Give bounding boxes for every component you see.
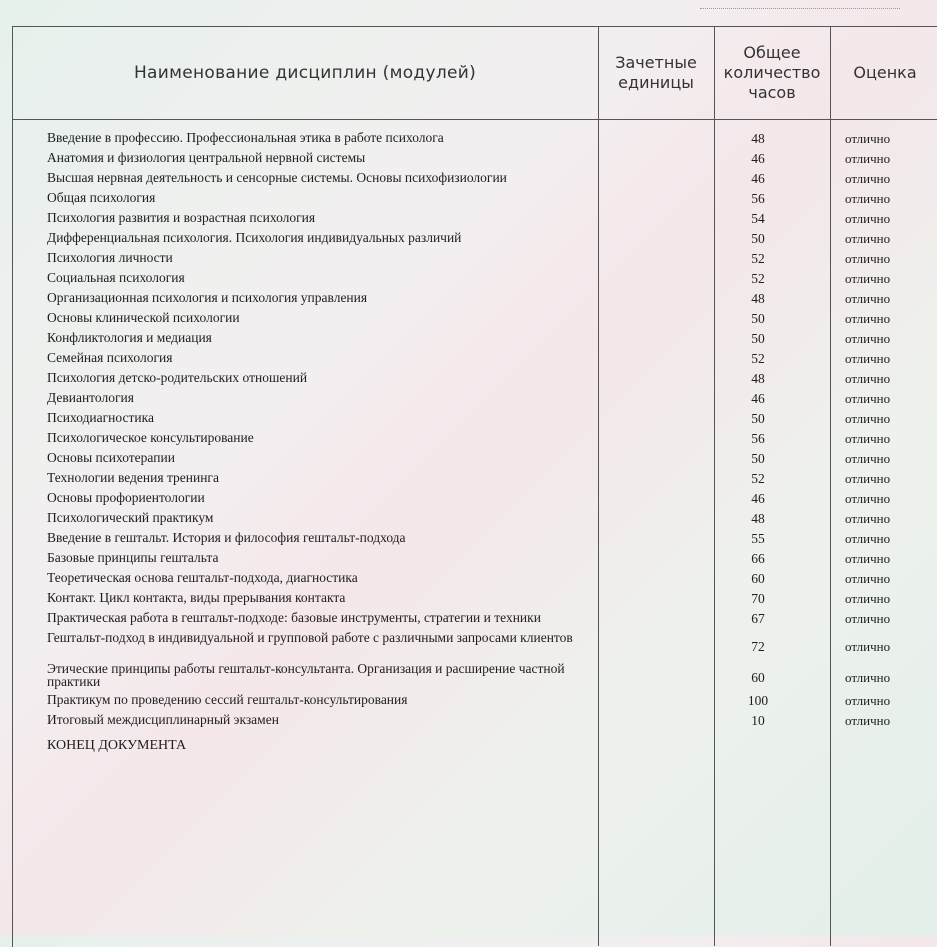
discipline-hours: 50	[751, 231, 765, 246]
discipline-name: Технологии ведения тренинга	[47, 470, 219, 485]
discipline-grade: отлично	[845, 639, 891, 654]
discipline-grade: отлично	[845, 670, 891, 685]
discipline-hours: 48	[751, 511, 765, 526]
table-row	[0, 713, 937, 733]
table-row	[0, 251, 937, 271]
discipline-name: Практическая работа в гештальт-подходе: базовые инструменты, стратегии и техники	[47, 610, 541, 625]
table-row	[0, 531, 937, 551]
discipline-hours: 56	[751, 431, 765, 446]
discipline-hours: 46	[751, 391, 765, 406]
discipline-grade: отлично	[845, 191, 891, 206]
discipline-name: Основы профориентологии	[47, 490, 205, 505]
table-row	[0, 511, 937, 531]
discipline-name: Анатомия и физиология центральной нервной системы	[47, 150, 366, 165]
discipline-hours: 50	[751, 331, 765, 346]
discipline-hours: 46	[751, 151, 765, 166]
discipline-grade: отлично	[845, 331, 891, 346]
discipline-name: Психология личности	[47, 250, 173, 265]
discipline-grade: отлично	[845, 151, 891, 166]
discipline-hours: 10	[751, 713, 765, 728]
discipline-name: Психология детско-родительских отношений	[47, 370, 308, 385]
discipline-hours: 50	[751, 451, 765, 466]
discipline-hours: 55	[751, 531, 765, 546]
table-row	[0, 551, 937, 571]
discipline-grade: отлично	[845, 171, 891, 186]
discipline-name: Психологический практикум	[47, 510, 214, 525]
discipline-hours: 52	[751, 351, 765, 366]
discipline-hours: 48	[751, 371, 765, 386]
discipline-hours: 52	[751, 271, 765, 286]
discipline-hours: 60	[751, 670, 765, 685]
discipline-name: Общая психология	[47, 190, 156, 205]
table-row	[0, 171, 937, 191]
header-grade: Оценка	[853, 62, 917, 82]
table-row	[0, 371, 937, 391]
discipline-grade: отлично	[845, 311, 891, 326]
table-row	[0, 451, 937, 471]
discipline-grade: отлично	[845, 211, 891, 226]
discipline-grade: отлично	[845, 371, 891, 386]
table-row	[0, 411, 937, 431]
discipline-grade: отлично	[845, 531, 891, 546]
discipline-list	[0, 131, 937, 733]
discipline-name: Введение в гештальт. История и философия гештальт-подхода	[47, 530, 406, 545]
discipline-hours: 48	[751, 291, 765, 306]
discipline-hours: 72	[751, 639, 765, 654]
discipline-grade: отлично	[845, 571, 891, 586]
header-divider	[12, 119, 937, 120]
discipline-name: Гештальт-подход в индивидуальной и групповой работе с различными запросами клиентов	[47, 630, 573, 645]
discipline-name: Девиантология	[47, 390, 134, 405]
header-discipline-name: Наименование дисциплин (модулей)	[133, 62, 477, 83]
table-row	[0, 431, 937, 451]
discipline-name: Теоретическая основа гештальт-подхода, диагностика	[47, 570, 358, 585]
discipline-name: Конфликтология и медиация	[47, 330, 212, 345]
discipline-hours: 52	[751, 251, 765, 266]
discipline-grade: отлично	[845, 131, 891, 146]
discipline-hours: 46	[751, 171, 765, 186]
discipline-hours: 48	[751, 131, 765, 146]
header-total-hours: Общее количество часов	[723, 42, 821, 102]
table-row	[0, 693, 937, 713]
discipline-grade: отлично	[845, 693, 891, 708]
table-row	[0, 331, 937, 351]
discipline-grade: отлично	[845, 291, 891, 306]
discipline-hours: 66	[751, 551, 765, 566]
discipline-name: Психологическое консультирование	[47, 430, 254, 445]
discipline-name: Основы психотерапии	[47, 450, 175, 465]
table-row	[0, 291, 937, 311]
table-row	[0, 211, 937, 231]
discipline-grade: отлично	[845, 611, 891, 626]
discipline-hours: 67	[751, 611, 765, 626]
discipline-name: Социальная психология	[47, 270, 185, 285]
end-of-document: КОНЕЦ ДОКУМЕНТА	[47, 738, 187, 753]
table-row	[0, 151, 937, 171]
discipline-name: Организационная психология и психология управления	[47, 290, 368, 305]
discipline-hours: 50	[751, 311, 765, 326]
discipline-grade: отлично	[845, 351, 891, 366]
table-row	[0, 351, 937, 371]
table-row	[0, 571, 937, 591]
table-row	[0, 191, 937, 211]
discipline-grade: отлично	[845, 431, 891, 446]
discipline-grade: отлично	[845, 591, 891, 606]
discipline-name: Практикум по проведению сессий гештальт-консультирования	[47, 692, 408, 707]
discipline-name: Психодиагностика	[47, 410, 154, 425]
table-row	[0, 391, 937, 411]
discipline-name: Введение в профессию. Профессиональная этика в работе психолога	[47, 130, 444, 145]
discipline-name: Высшая нервная деятельность и сенсорные системы. Основы психофизиологии	[47, 170, 507, 185]
discipline-grade: отлично	[845, 471, 891, 486]
discipline-name: Основы клинической психологии	[47, 310, 240, 325]
discipline-hours: 46	[751, 491, 765, 506]
table-row	[0, 131, 937, 151]
discipline-grade: отлично	[845, 271, 891, 286]
discipline-hours: 56	[751, 191, 765, 206]
discipline-hours: 50	[751, 411, 765, 426]
discipline-name: Семейная психология	[47, 350, 173, 365]
discipline-grade: отлично	[845, 231, 891, 246]
discipline-name: Дифференциальная психология. Психология индивидуальных различий	[47, 230, 462, 245]
table-row	[0, 631, 937, 662]
table-row	[0, 271, 937, 291]
top-edge-strip	[700, 0, 900, 9]
discipline-hours: 54	[751, 211, 765, 226]
discipline-grade: отлично	[845, 491, 891, 506]
discipline-name: Этические принципы работы гештальт-консультанта. Организация и расширение частной практики	[47, 661, 565, 689]
discipline-name: Контакт. Цикл контакта, виды прерывания контакта	[47, 590, 346, 605]
discipline-grade: отлично	[845, 411, 891, 426]
table-row	[0, 311, 937, 331]
discipline-hours: 100	[747, 693, 769, 708]
discipline-grade: отлично	[845, 391, 891, 406]
table-row	[0, 231, 937, 251]
discipline-grade: отлично	[845, 713, 891, 728]
discipline-grade: отлично	[845, 451, 891, 466]
discipline-grade: отлично	[845, 551, 891, 566]
discipline-hours: 70	[751, 591, 765, 606]
table-row	[0, 662, 937, 693]
discipline-hours: 60	[751, 571, 765, 586]
discipline-grade: отлично	[845, 511, 891, 526]
table-row	[0, 611, 937, 631]
table-row	[0, 491, 937, 511]
discipline-hours: 52	[751, 471, 765, 486]
discipline-name: Психология развития и возрастная психология	[47, 210, 316, 225]
header-credits: Зачетные единицы	[615, 52, 697, 92]
discipline-grade: отлично	[845, 251, 891, 266]
discipline-name: Итоговый междисциплинарный экзамен	[47, 712, 279, 727]
table-row	[0, 471, 937, 491]
table-row	[0, 591, 937, 611]
discipline-name: Базовые принципы гештальта	[47, 550, 219, 565]
